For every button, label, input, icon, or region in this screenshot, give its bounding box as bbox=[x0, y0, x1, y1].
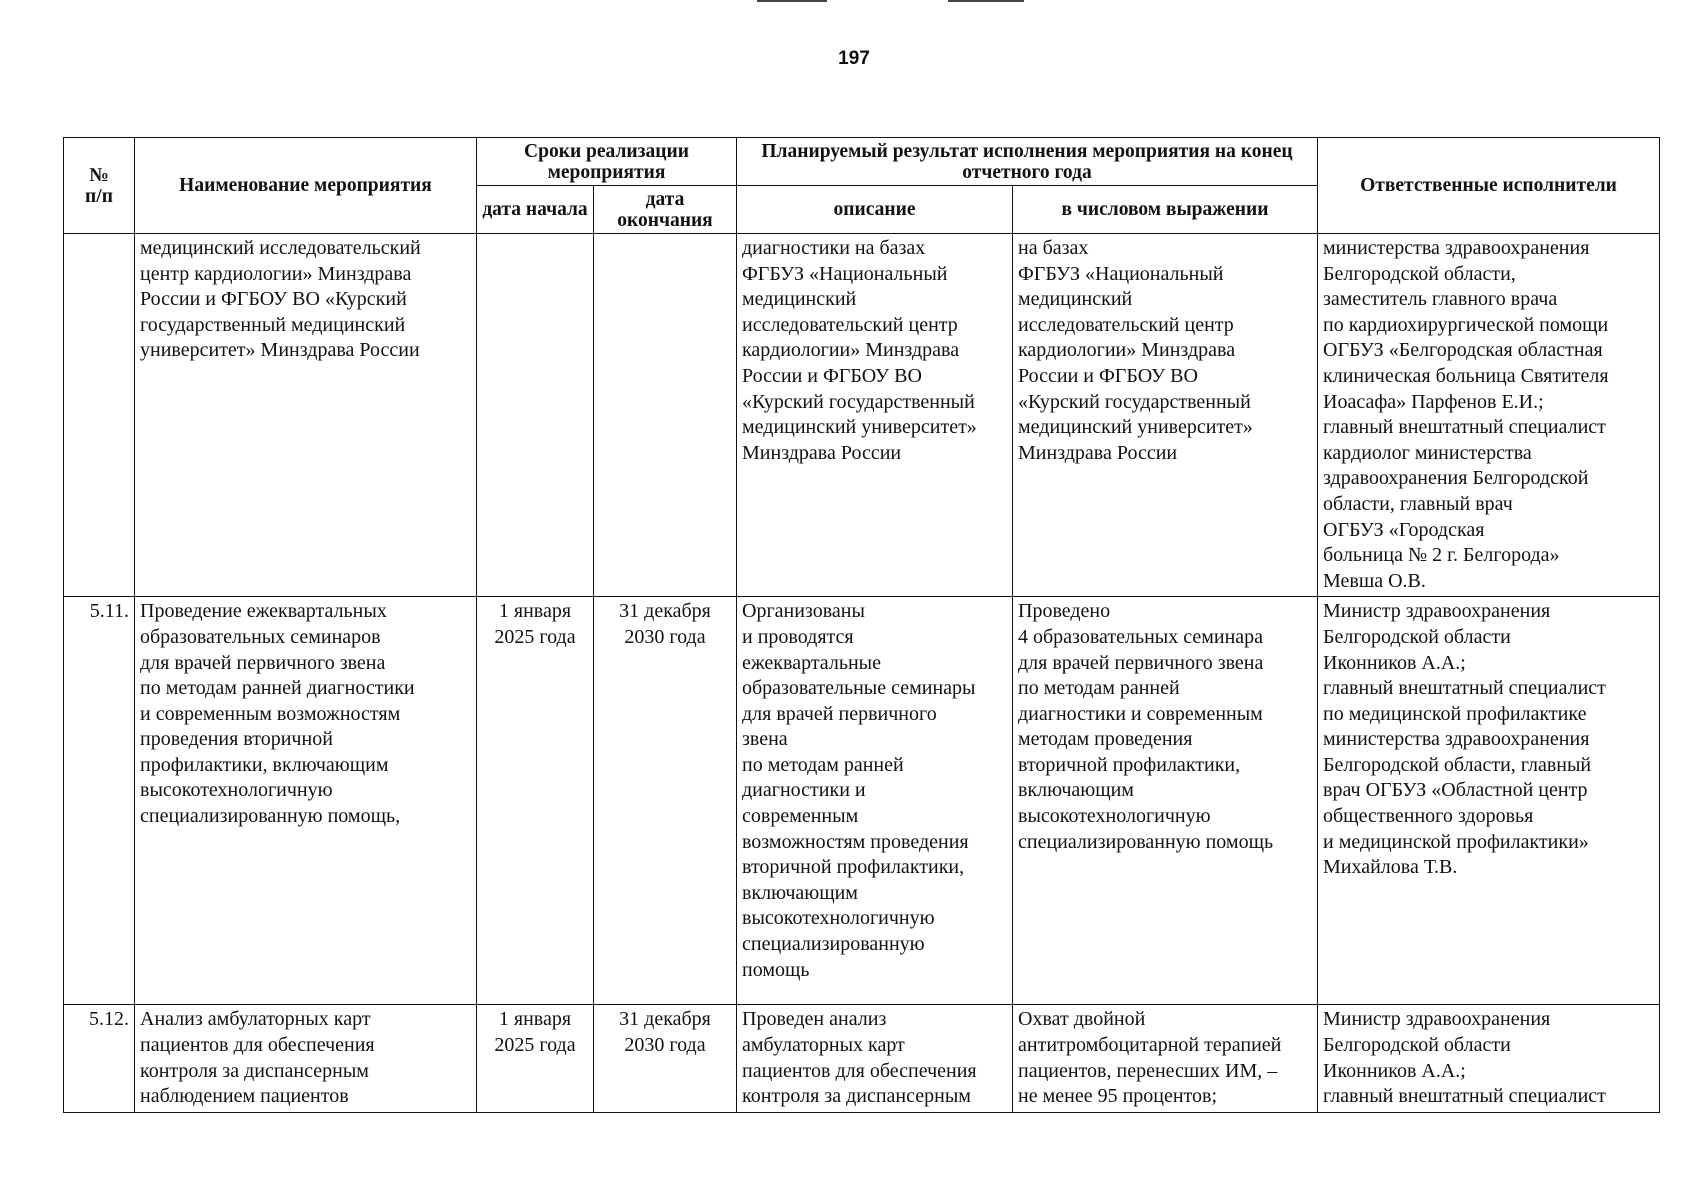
cell-name: медицинский исследовательский центр кардиологии» Минздрава России и ФГБОУ ВО «Курский государственный медицинский университет» Минздрава России bbox=[135, 234, 477, 597]
page-number: 197 bbox=[838, 48, 870, 69]
table-row bbox=[64, 597, 1660, 1005]
cell-name: Проведение ежеквартальных образовательных семинаров для врачей первичного звена по методам ранней диагностики и современным возможностям проведения вторичной профилактики, включающим высокотехнологичную специализированную помощь, bbox=[135, 597, 477, 1005]
cell-responsible: Министр здравоохранения Белгородской области Иконников А.А.; главный внештатный специалист bbox=[1318, 1005, 1660, 1112]
cell-description: Проведен анализ амбулаторных карт пациентов для обеспечения контроля за диспансерным bbox=[737, 1005, 1013, 1112]
cell-responsible: Министр здравоохранения Белгородской области Иконников А.А.; главный внештатный специалист по медицинской профилактике министерства здравоохранения Белгородской области, главный врач ОГБУЗ «Областной центр общественного здоровья и медицинской профилактики» Михайлова Т.В. bbox=[1318, 597, 1660, 1005]
cell-numeric: Проведено 4 образовательных семинара для врачей первичного звена по методам ранней диагностики и современным методам проведения вторичной профилактики, включающим высокотехнологичную специализированную помощь bbox=[1013, 597, 1318, 1005]
cell-start-date: 1 января 2025 года bbox=[477, 597, 594, 1005]
cell-numeric: Охват двойной антитромбоцитарной терапией пациентов, перенесших ИМ, – не менее 95 процентов; bbox=[1013, 1005, 1318, 1112]
header-period: Сроки реализации мероприятия bbox=[477, 138, 737, 186]
header-numeric: в числовом выражении bbox=[1013, 186, 1318, 234]
table-row bbox=[64, 234, 1660, 597]
header-num: № п/п bbox=[64, 138, 135, 234]
cell-end-date: 31 декабря 2030 года bbox=[594, 597, 737, 1005]
header-responsible: Ответственные исполнители bbox=[1318, 138, 1660, 234]
header-end-date: дата окончания bbox=[594, 186, 737, 234]
cell-numeric: на базах ФГБУЗ «Национальный медицинский исследовательский центр кардиологии» Минздрава России и ФГБОУ ВО «Курский государственный медицинский университет» Минздрава России bbox=[1013, 234, 1318, 597]
header-name: Наименование мероприятия bbox=[135, 138, 477, 234]
cell-name: Анализ амбулаторных карт пациентов для обеспечения контроля за диспансерным наблюдением пациентов bbox=[135, 1005, 477, 1112]
cell-responsible: министерства здравоохранения Белгородской области, заместитель главного врача по кардиохирургической помощи ОГБУЗ «Белгородская областная клиническая больница Святителя Иоасафа» Парфенов Е.И.; главный внештатный специалист кардиолог министерства здравоохранения Белгородской области, главный врач ОГБУЗ «Городская больница № 2 г. Белгорода» Мевша О.В. bbox=[1318, 234, 1660, 597]
cell-num: 5.12. bbox=[64, 1005, 135, 1112]
cell-description: диагностики на базах ФГБУЗ «Национальный медицинский исследовательский центр кардиологии» Минздрава России и ФГБОУ ВО «Курский государственный медицинский университет» Минздрава России bbox=[737, 234, 1013, 597]
table-row bbox=[64, 1005, 1660, 1112]
cell-start-date bbox=[477, 234, 594, 597]
cell-num bbox=[64, 234, 135, 597]
cell-description: Организованы и проводятся ежеквартальные образовательные семинары для врачей первичного звена по методам ранней диагностики и современным возможностям проведения вторичной профилактики, включающим высокотехнологичную специализированную помощь bbox=[737, 597, 1013, 1005]
header-description: описание bbox=[737, 186, 1013, 234]
scan-top-rule bbox=[948, 0, 1024, 2]
header-result: Планируемый результат исполнения мероприятия на конец отчетного года bbox=[737, 138, 1318, 186]
scan-top-rule bbox=[757, 0, 827, 2]
measures-table bbox=[63, 137, 1660, 1113]
header-start-date: дата начала bbox=[477, 186, 594, 234]
cell-num: 5.11. bbox=[64, 597, 135, 1005]
cell-start-date: 1 января 2025 года bbox=[477, 1005, 594, 1112]
cell-end-date bbox=[594, 234, 737, 597]
cell-end-date: 31 декабря 2030 года bbox=[594, 1005, 737, 1112]
table-header bbox=[64, 138, 1660, 234]
